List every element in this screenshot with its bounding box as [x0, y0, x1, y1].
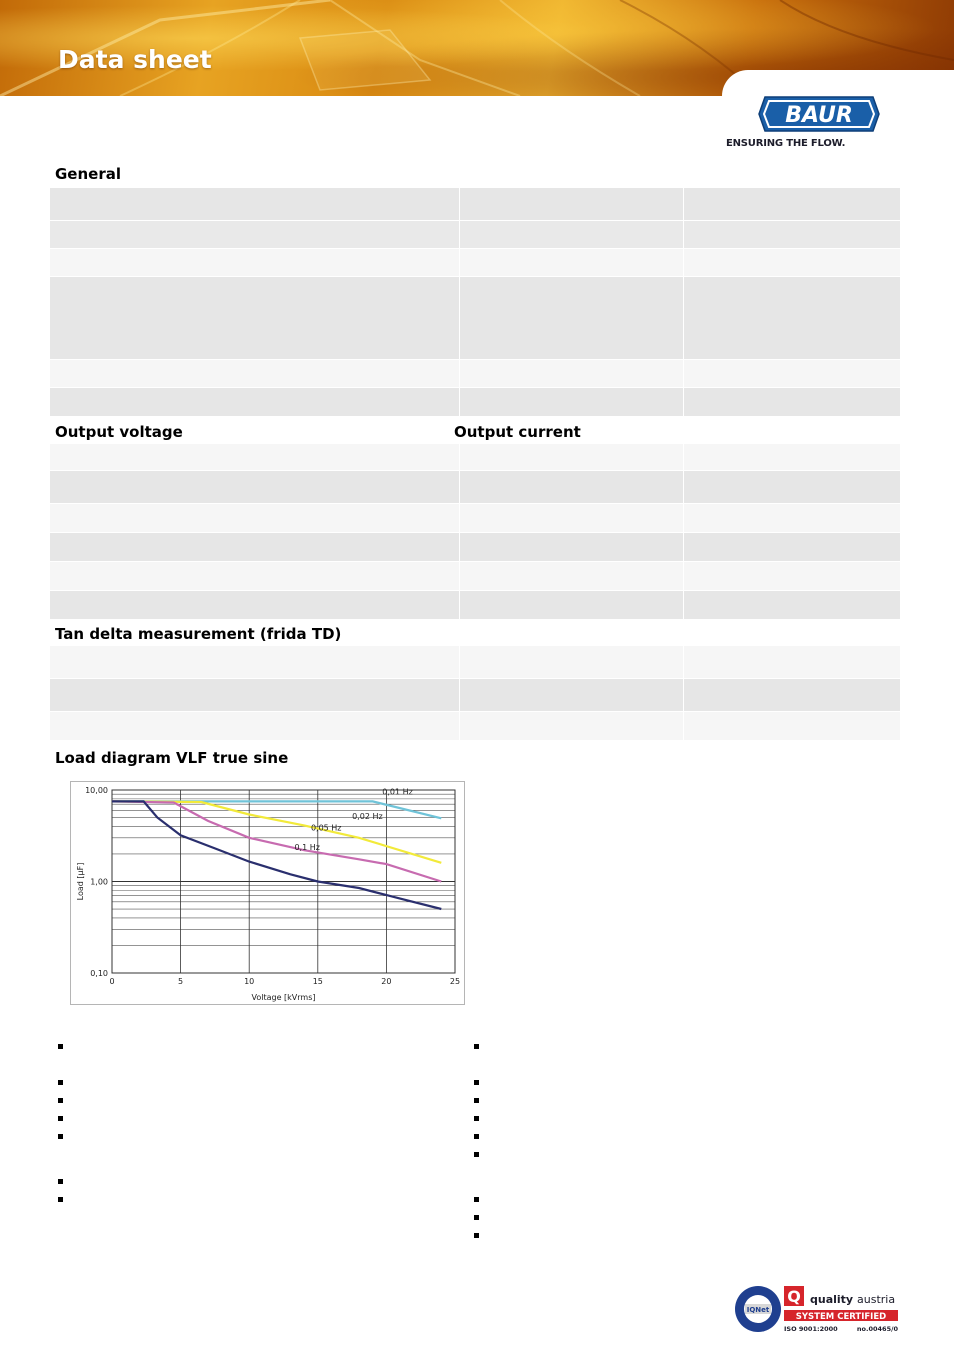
svg-text:no.00465/0: no.00465/0 — [856, 1325, 898, 1333]
bullet — [474, 1044, 482, 1052]
load-chart-svg — [71, 782, 464, 1004]
bullet — [474, 1215, 482, 1223]
section-output-current: Output current — [454, 423, 581, 441]
bullet — [474, 1080, 482, 1088]
svg-text:austria: austria — [857, 1293, 896, 1306]
series-label: 0,05 Hz — [310, 823, 342, 833]
series-line — [112, 801, 441, 862]
svg-text:ISO 9001:2000: ISO 9001:2000 — [784, 1325, 838, 1333]
x-tick-label: 10 — [244, 977, 255, 986]
table-row — [50, 360, 900, 387]
table-row — [50, 388, 900, 416]
section-output-voltage: Output voltage — [55, 423, 183, 441]
svg-text:SYSTEM CERTIFIED: SYSTEM CERTIFIED — [795, 1312, 887, 1322]
table-row — [50, 679, 900, 711]
svg-text:BAUR: BAUR — [785, 103, 853, 128]
table-row — [50, 591, 900, 619]
x-tick-label: 0 — [109, 977, 115, 986]
y-axis-label: Load [µF] — [76, 862, 85, 901]
x-axis-label: Voltage [kVrms] — [251, 993, 316, 1002]
bullet — [58, 1080, 66, 1088]
table-row — [50, 504, 900, 532]
column-divider — [459, 188, 460, 416]
table-row — [50, 533, 900, 561]
table-row — [50, 221, 900, 248]
bullet — [474, 1152, 482, 1160]
table-row — [50, 444, 900, 470]
table-row — [50, 712, 900, 740]
column-divider — [683, 444, 684, 619]
table-row — [50, 646, 900, 678]
x-tick-label: 25 — [449, 977, 461, 986]
bullet — [474, 1233, 482, 1241]
y-tick-label: 0,10 — [90, 969, 108, 978]
section-general: General — [55, 165, 121, 183]
y-tick-label: 10,00 — [85, 786, 108, 795]
series-label: 0,1 Hz — [294, 843, 320, 853]
column-divider — [459, 646, 460, 740]
bullet — [58, 1134, 66, 1142]
series-label: 0,01 Hz — [382, 787, 413, 797]
x-tick-label: 15 — [312, 977, 323, 986]
svg-text:quality: quality — [810, 1293, 854, 1306]
section-tan-delta: Tan delta measurement (frida TD) — [55, 625, 342, 643]
bullet — [58, 1098, 66, 1106]
bullet — [474, 1197, 482, 1205]
bullet — [58, 1179, 66, 1187]
x-tick-label: 5 — [178, 977, 184, 986]
column-divider — [459, 444, 460, 619]
section-load-diagram: Load diagram VLF true sine — [55, 749, 289, 767]
series-label: 0,02 Hz — [352, 812, 383, 822]
table-row — [50, 188, 900, 220]
load-diagram-chart — [70, 781, 465, 1005]
page-title: Data sheet — [58, 45, 212, 74]
column-divider — [683, 188, 684, 416]
table-row — [50, 471, 900, 503]
table-row — [50, 249, 900, 276]
table-row — [50, 562, 900, 590]
bullet — [474, 1116, 482, 1124]
baur-logo — [757, 95, 881, 133]
svg-text:IQNet: IQNet — [746, 1306, 770, 1314]
bullet — [58, 1044, 66, 1052]
bullet — [58, 1197, 66, 1205]
y-tick-label: 1,00 — [90, 877, 108, 887]
column-divider — [683, 646, 684, 740]
bullet — [474, 1098, 482, 1106]
x-tick-label: 20 — [381, 977, 392, 986]
bullet — [58, 1116, 66, 1124]
svg-text:Q: Q — [787, 1287, 801, 1306]
bullet — [474, 1134, 482, 1142]
table-row — [50, 277, 900, 359]
tagline: ENSURING THE FLOW. — [726, 138, 846, 149]
certification-badge — [734, 1285, 900, 1335]
